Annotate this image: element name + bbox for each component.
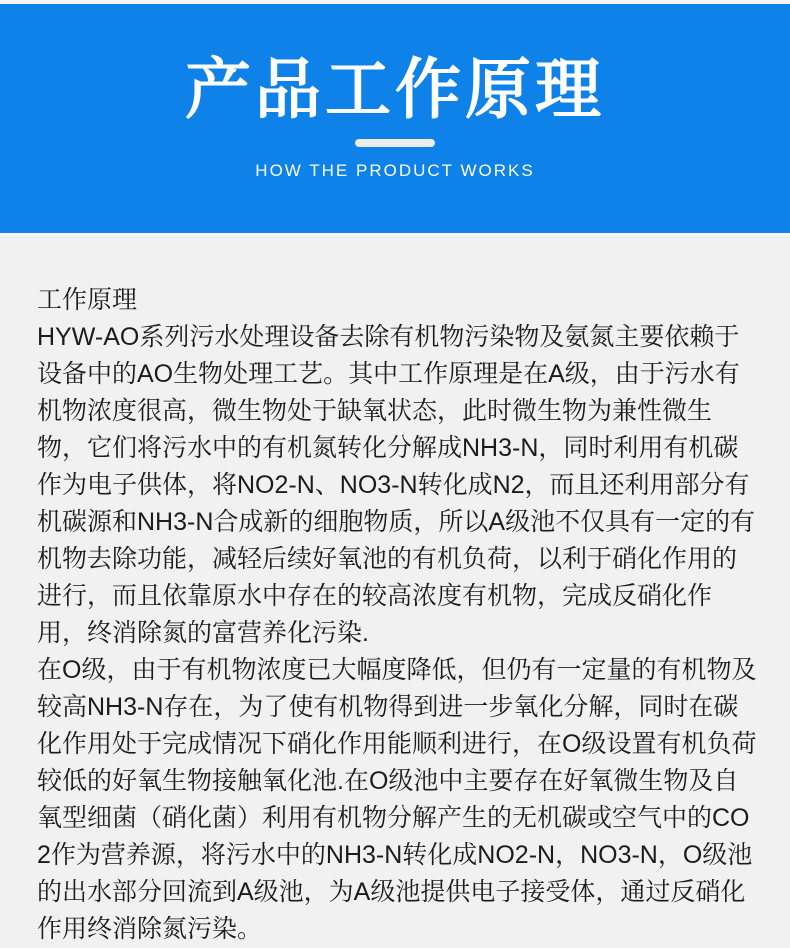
paragraph-o-stage: 在O级，由于有机物浓度已大幅度降低，但仍有一定量的有机物及较高NH3-N存在，为了使有机物得到进一步氧化分解，同时在碳化作用处于完成情况下硝化作用能顺利进行，在O级设置有机负荷较低的好氧生物接触氧化池.在O级池中主要存在好氧微生物及自氧型细菌（硝化菌）利用有机物分解产生的无机碳或空气中的CO2作为营养源，将污水中的NH3-N转化成NO2-N，NO3-N，O级池的出水部分回流到A级池，为A级池提供电子接受体，通过反硝化作用终消除氮污染。 <box>37 656 757 943</box>
banner-divider-pill <box>355 139 435 147</box>
banner-subtitle: HOW THE PRODUCT WORKS <box>255 161 535 180</box>
paragraph-a-stage: HYW-AO系列污水处理设备去除有机物污染物及氨氮主要依赖于设备中的AO生物处理工艺。其中工作原理是在A级，由于污水有机物浓度很高，微生物处于缺氧状态，此时微生物为兼性微生物，它们将污水中的有机氮转化分解成NH3-N，同时利用有机碳作为电子供体，将NO2-N、NO3-N转化成N2，而且还利用部分有机碳源和NH3-N合成新的细胞物质，所以A级池不仅具有一定的有机物去除功能，减轻后续好氧池的有机负荷，以利于硝化作用的进行，而且依靠原水中存在的较高浓度有机物，完成反硝化作用，终消除氮的富营养化污染. <box>37 323 756 647</box>
body-text-section <box>0 238 790 948</box>
section-header-banner <box>0 4 790 233</box>
banner-title: 产品工作原理 <box>185 52 605 126</box>
body-heading: 工作原理 <box>37 286 138 314</box>
